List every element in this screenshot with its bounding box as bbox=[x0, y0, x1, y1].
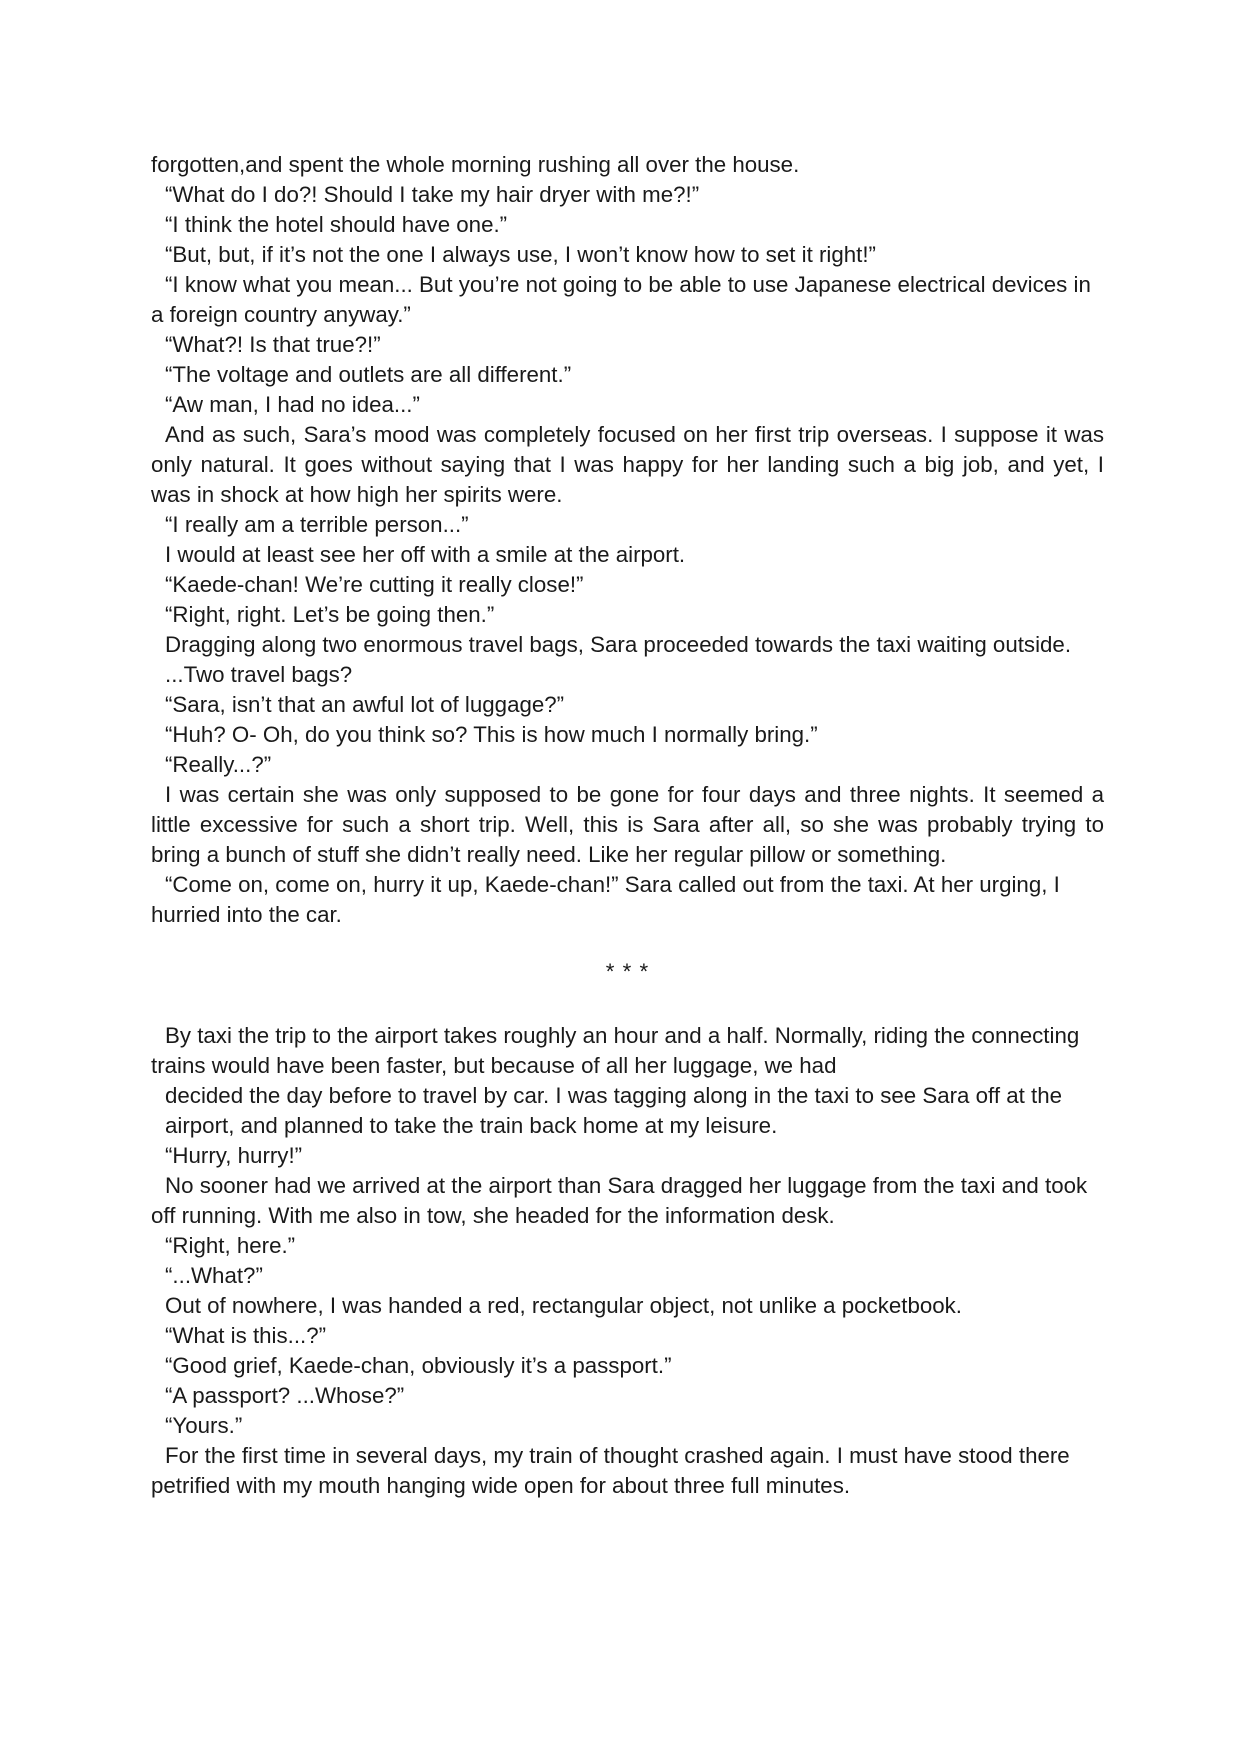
dialogue-line: “I really am a terrible person...” bbox=[165, 512, 469, 537]
dialogue-line: “Good grief, Kaede-chan, obviously it’s a passport.” bbox=[165, 1353, 672, 1378]
dialogue-line: “Come on, come on, hurry it up, Kaede-chan!” Sara called out from the taxi. At her urging, I hurried into the car. bbox=[151, 872, 1060, 927]
paragraph-line: decided the day before to travel by car. I was tagging along in the taxi to see Sara off at the airport, and planned to take the train back home at my leisure. bbox=[165, 1083, 1062, 1138]
scene-break: * * * bbox=[605, 959, 650, 984]
paragraph bbox=[151, 1021, 1104, 1141]
paragraph: And as such, Sara’s mood was completely focused on her first trip overseas. I suppose it was only natural. It goes without saying that I was happy for her landing such a big job, and yet, I was in shock at how high her spirits were. bbox=[151, 422, 1104, 507]
dialogue-line: “Hurry, hurry!” bbox=[165, 1143, 303, 1168]
dialogue-line: “Huh? O- Oh, do you think so? This is how much I normally bring.” bbox=[165, 722, 818, 747]
paragraph-line: By taxi the trip to the airport takes roughly an hour and a half. Normally, riding the connecting trains would have been faster, but because of all her luggage, we had bbox=[151, 1023, 1080, 1078]
paragraph: No sooner had we arrived at the airport than Sara dragged her luggage from the taxi and took off running. With me also in tow, she headed for the information desk. bbox=[151, 1173, 1088, 1228]
dialogue-line: “A passport? ...Whose?” bbox=[165, 1383, 405, 1408]
dialogue-line: “The voltage and outlets are all different.” bbox=[165, 362, 572, 387]
dialogue-line: “What do I do?! Should I take my hair dryer with me?!” bbox=[165, 182, 700, 207]
dialogue-line: “Right, right. Let’s be going then.” bbox=[165, 602, 495, 627]
dialogue-line: “Right, here.” bbox=[165, 1233, 296, 1258]
dialogue-line: “Kaede-chan! We’re cutting it really close!” bbox=[165, 572, 584, 597]
paragraph: Out of nowhere, I was handed a red, rectangular object, not unlike a pocketbook. bbox=[165, 1293, 962, 1318]
dialogue-line: “But, but, if it’s not the one I always use, I won’t know how to set it right!” bbox=[165, 242, 876, 267]
novel-page bbox=[151, 150, 1104, 1501]
dialogue-line: “Sara, isn’t that an awful lot of luggage?” bbox=[165, 692, 565, 717]
paragraph: Dragging along two enormous travel bags, Sara proceeded towards the taxi waiting outside. bbox=[165, 632, 1072, 657]
paragraph: For the first time in several days, my train of thought crashed again. I must have stood there petrified with my mouth hanging wide open for about three full minutes. bbox=[151, 1443, 1070, 1498]
dialogue-line: “Really...?” bbox=[165, 752, 272, 777]
paragraph: I was certain she was only supposed to be gone for four days and three nights. It seemed a little excessive for such a short trip. Well, this is Sara after all, so she was probably trying to bring a bunch of stuff she didn’t really need. Like her regular pillow or something. bbox=[151, 782, 1104, 867]
dialogue-line: “What is this...?” bbox=[165, 1323, 327, 1348]
dialogue-line: “Yours.” bbox=[165, 1413, 243, 1438]
dialogue-line: “Aw man, I had no idea...” bbox=[165, 392, 420, 417]
paragraph: I would at least see her off with a smile at the airport. bbox=[165, 542, 686, 567]
paragraph: ...Two travel bags? bbox=[165, 662, 353, 687]
dialogue-line: “I think the hotel should have one.” bbox=[165, 212, 508, 237]
dialogue-line: “...What?” bbox=[165, 1263, 263, 1288]
dialogue-line: “I know what you mean... But you’re not going to be able to use Japanese electrical devices in a foreign country anyway.” bbox=[151, 272, 1091, 327]
dialogue-line: “What?! Is that true?!” bbox=[165, 332, 381, 357]
paragraph: forgotten,and spent the whole morning rushing all over the house. bbox=[151, 152, 800, 177]
